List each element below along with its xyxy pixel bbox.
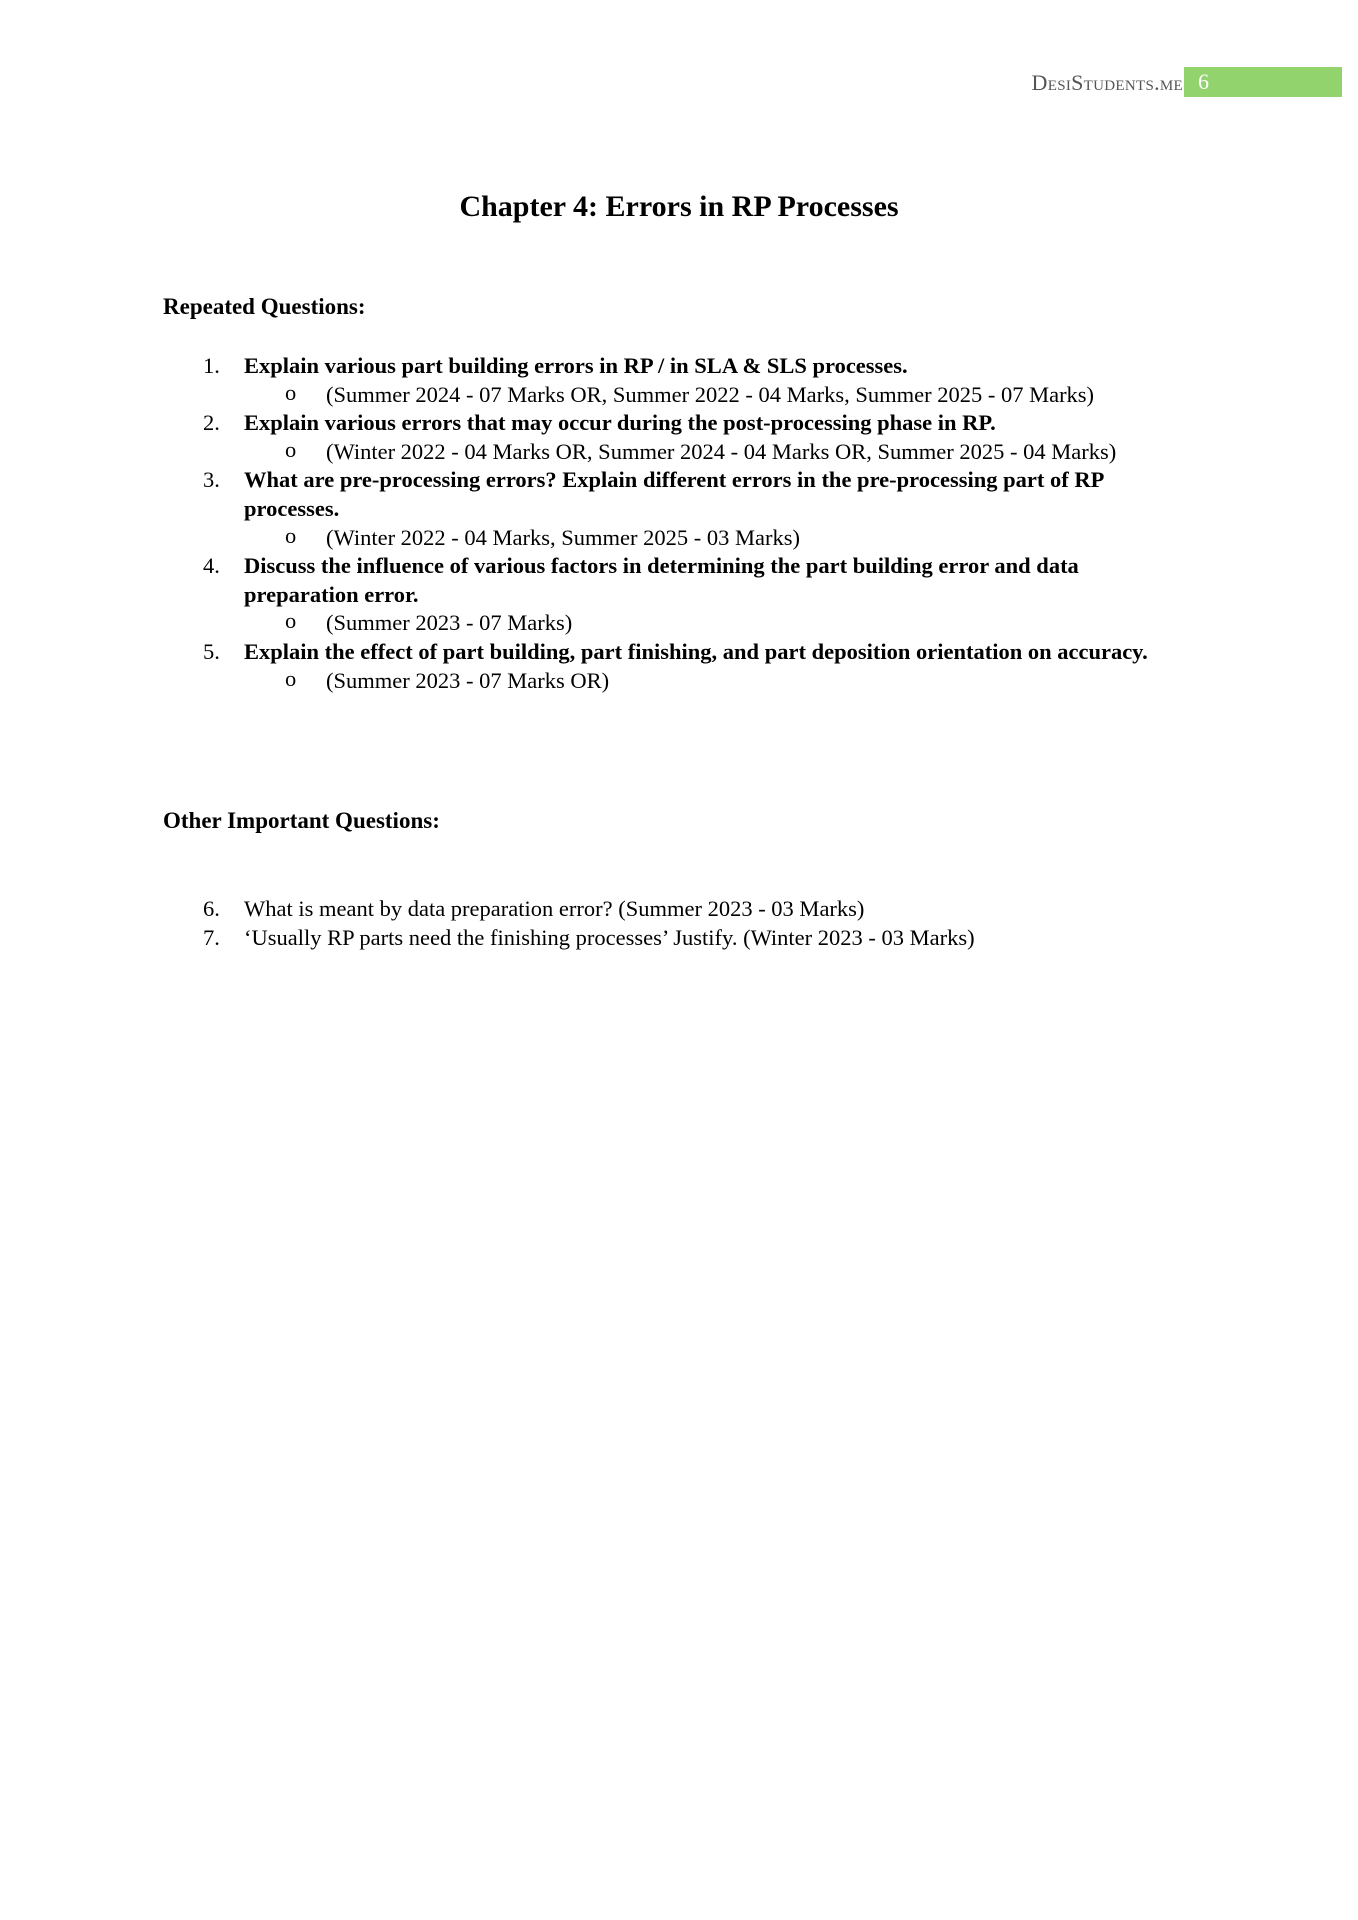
list-item [163, 466, 1193, 523]
question-text: Explain various errors that may occur during the post-processing phase in RP. [244, 410, 996, 436]
question-number: 3. [203, 467, 220, 493]
bullet-icon: o [285, 665, 297, 691]
question-number: 1. [203, 353, 220, 378]
chapter-title: Chapter 4: Errors in RP Processes [459, 190, 899, 223]
marks-text: (Winter 2022 - 04 Marks, Summer 2025 - 03 Marks) [326, 524, 801, 550]
question-number: 4. [203, 553, 220, 579]
list-item [163, 352, 1193, 381]
question-number: 6. [203, 896, 220, 921]
list-item [163, 638, 1193, 667]
bullet-icon: o [285, 522, 297, 548]
question-marks [163, 609, 1193, 638]
question-text: Explain the effect of part building, part finishing, and part deposition orientation on accuracy. [244, 638, 1148, 664]
question-number: 7. [203, 924, 220, 950]
marks-text: (Summer 2023 - 07 Marks OR) [326, 667, 610, 693]
question-text: What are pre-processing errors? Explain different errors in the pre-processing part of RP processes. [244, 467, 1104, 521]
question-marks [163, 438, 1193, 467]
other-questions-heading: Other Important Questions: [163, 808, 440, 833]
site-name: DesiStudents.me [1031, 70, 1183, 95]
repeated-questions-heading: Repeated Questions: [163, 294, 366, 319]
bullet-icon: o [285, 436, 297, 462]
marks-text: (Winter 2022 - 04 Marks OR, Summer 2024 - 04 Marks OR, Summer 2025 - 04 Marks) [326, 438, 1117, 464]
other-questions-list [163, 895, 1193, 952]
question-text: ‘Usually RP parts need the finishing processes’ Justify. (Winter 2023 - 03 Marks) [244, 924, 975, 950]
question-marks [163, 381, 1193, 410]
marks-text: (Summer 2023 - 07 Marks) [326, 610, 573, 636]
question-number: 5. [203, 638, 220, 664]
list-item [163, 895, 1193, 924]
list-item [163, 409, 1193, 438]
question-marks [163, 524, 1193, 553]
question-text: Discuss the influence of various factors in determining the part building error and data preparation error. [244, 553, 1079, 607]
list-item [163, 552, 1193, 609]
page-number-badge: 6 [1184, 67, 1342, 97]
bullet-icon: o [285, 379, 297, 405]
question-marks [163, 667, 1193, 696]
marks-text: (Summer 2024 - 07 Marks OR, Summer 2022 - 04 Marks, Summer 2025 - 07 Marks) [326, 381, 1095, 407]
repeated-questions-list [163, 352, 1193, 695]
question-text: Explain various part building errors in RP / in SLA & SLS processes. [244, 353, 908, 378]
question-number: 2. [203, 410, 220, 436]
list-item [163, 924, 1193, 953]
bullet-icon: o [285, 608, 297, 634]
question-text: What is meant by data preparation error? (Summer 2023 - 03 Marks) [244, 896, 865, 921]
